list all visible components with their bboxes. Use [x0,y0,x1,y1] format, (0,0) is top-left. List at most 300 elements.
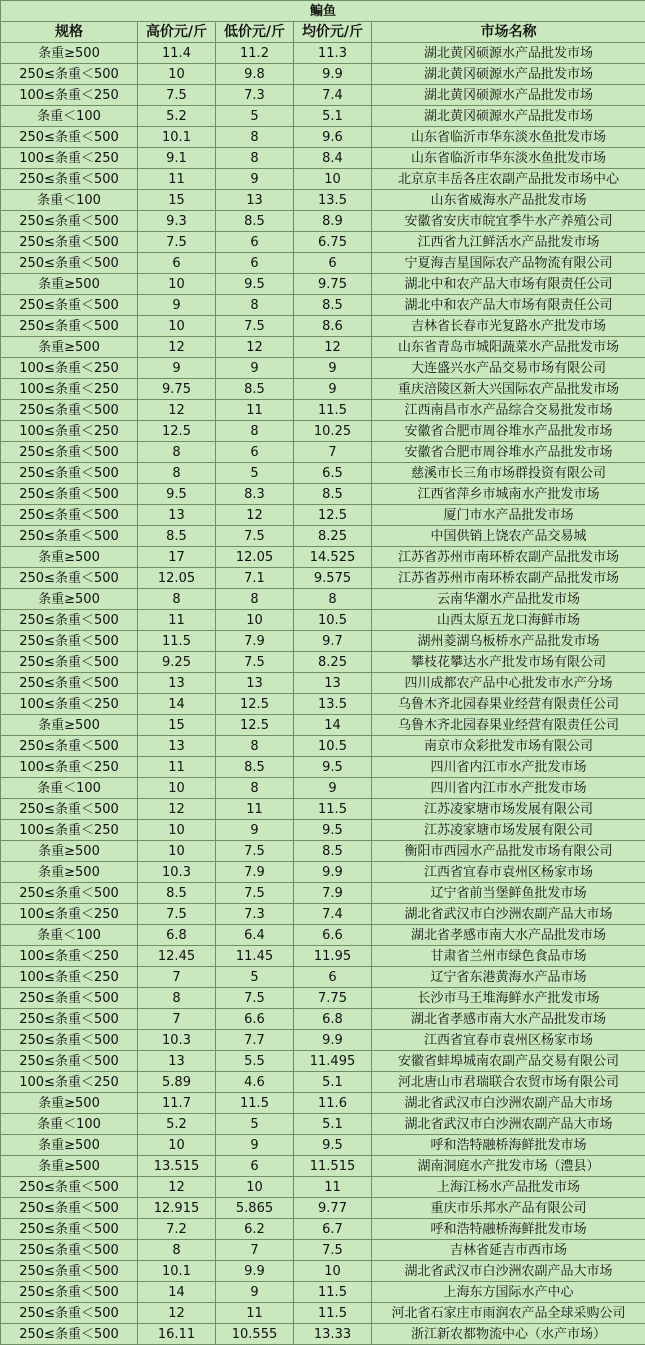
cell-low-price: 8.5 [216,757,294,778]
cell-low-price: 7.5 [216,988,294,1009]
cell-low-price: 8.5 [216,211,294,232]
table-row [1,841,645,862]
cell-spec: 250≤条重＜500 [1,211,138,232]
cell-spec: 100≤条重＜250 [1,820,138,841]
cell-spec: 250≤条重＜500 [1,64,138,85]
cell-low-price: 7.5 [216,526,294,547]
table-row [1,1093,645,1114]
cell-low-price: 11 [216,799,294,820]
cell-high-price: 7.5 [138,85,216,106]
cell-avg-price: 9.6 [294,127,372,148]
cell-spec: 100≤条重＜250 [1,904,138,925]
cell-low-price: 13 [216,190,294,211]
table-row [1,1261,645,1282]
cell-market-name: 江西省萍乡市城南水产批发市场 [372,484,645,505]
cell-high-price: 9.1 [138,148,216,169]
cell-low-price: 7.3 [216,85,294,106]
header-high-price: 高价元/斤 [138,22,216,43]
cell-high-price: 5.2 [138,1114,216,1135]
table-row [1,736,645,757]
cell-market-name: 浙江新农都物流中心（水产市场） [372,1324,645,1345]
cell-high-price: 6.8 [138,925,216,946]
table-row [1,1135,645,1156]
table-row [1,253,645,274]
cell-spec: 250≤条重＜500 [1,1282,138,1303]
cell-spec: 条重≥500 [1,547,138,568]
cell-high-price: 5.89 [138,1072,216,1093]
cell-low-price: 5 [216,106,294,127]
cell-avg-price: 10.5 [294,610,372,631]
cell-spec: 250≤条重＜500 [1,526,138,547]
cell-low-price: 9 [216,820,294,841]
cell-high-price: 12 [138,1177,216,1198]
cell-market-name: 云南华潮水产品批发市场 [372,589,645,610]
cell-high-price: 9.75 [138,379,216,400]
cell-avg-price: 9 [294,379,372,400]
table-row [1,64,645,85]
cell-avg-price: 9.9 [294,1030,372,1051]
cell-market-name: 湖北省武汉市白沙洲农副产品大市场 [372,1093,645,1114]
cell-low-price: 12.5 [216,715,294,736]
table-row [1,274,645,295]
table-row [1,358,645,379]
cell-market-name: 辽宁省东港黄海水产品市场 [372,967,645,988]
cell-low-price: 5.5 [216,1051,294,1072]
cell-high-price: 10.3 [138,862,216,883]
cell-high-price: 11 [138,757,216,778]
cell-avg-price: 6.5 [294,463,372,484]
cell-avg-price: 8.5 [294,841,372,862]
cell-high-price: 7.2 [138,1219,216,1240]
cell-low-price: 8 [216,736,294,757]
cell-market-name: 湖北省武汉市白沙洲农副产品大市场 [372,904,645,925]
cell-high-price: 15 [138,190,216,211]
cell-low-price: 9 [216,169,294,190]
cell-spec: 250≤条重＜500 [1,232,138,253]
cell-high-price: 14 [138,694,216,715]
cell-high-price: 8 [138,988,216,1009]
cell-avg-price: 7.4 [294,904,372,925]
table-row [1,568,645,589]
cell-market-name: 湖北中和农产品大市场有限责任公司 [372,295,645,316]
cell-high-price: 11 [138,169,216,190]
cell-low-price: 5 [216,463,294,484]
cell-avg-price: 8 [294,589,372,610]
table-row [1,1030,645,1051]
cell-market-name: 江西省宜春市袁州区杨家市场 [372,1030,645,1051]
cell-spec: 250≤条重＜500 [1,673,138,694]
cell-low-price: 7.9 [216,862,294,883]
cell-high-price: 9 [138,358,216,379]
cell-low-price: 6.2 [216,1219,294,1240]
cell-low-price: 11.2 [216,43,294,64]
cell-low-price: 6 [216,1156,294,1177]
cell-low-price: 8 [216,148,294,169]
table-row [1,211,645,232]
cell-avg-price: 11.6 [294,1093,372,1114]
header-market-name: 市场名称 [372,22,645,43]
cell-spec: 250≤条重＜500 [1,883,138,904]
cell-spec: 250≤条重＜500 [1,652,138,673]
cell-spec: 100≤条重＜250 [1,421,138,442]
cell-market-name: 江西省九江鲜活水产品批发市场 [372,232,645,253]
cell-market-name: 宁夏海吉星国际农产品物流有限公司 [372,253,645,274]
cell-high-price: 12 [138,337,216,358]
cell-market-name: 中国供销上饶农产品交易城 [372,526,645,547]
cell-market-name: 四川成都农产品中心批发市水产分场 [372,673,645,694]
cell-low-price: 7.9 [216,631,294,652]
table-row [1,442,645,463]
table-row [1,1009,645,1030]
cell-market-name: 攀枝花攀达水产批发市场有限公司 [372,652,645,673]
cell-low-price: 6.4 [216,925,294,946]
cell-spec: 条重≥500 [1,274,138,295]
cell-avg-price: 11.5 [294,400,372,421]
table-row [1,316,645,337]
cell-avg-price: 8.5 [294,295,372,316]
cell-market-name: 北京京丰岳各庄农副产品批发市场中心 [372,169,645,190]
table-row [1,1240,645,1261]
cell-spec: 条重≥500 [1,1156,138,1177]
cell-spec: 条重≥500 [1,841,138,862]
table-row [1,946,645,967]
cell-spec: 条重≥500 [1,43,138,64]
cell-low-price: 9 [216,358,294,379]
cell-avg-price: 12 [294,337,372,358]
cell-market-name: 山东省青岛市城阳蔬菜水产品批发市场 [372,337,645,358]
cell-low-price: 7.5 [216,883,294,904]
cell-avg-price: 5.1 [294,1072,372,1093]
cell-market-name: 江西省宜春市袁州区杨家市场 [372,862,645,883]
cell-low-price: 8 [216,589,294,610]
cell-high-price: 10.1 [138,127,216,148]
cell-low-price: 7 [216,1240,294,1261]
cell-low-price: 9.5 [216,274,294,295]
cell-high-price: 10 [138,820,216,841]
table-row [1,232,645,253]
table-row [1,820,645,841]
cell-market-name: 河北唐山市君瑞联合农贸市场有限公司 [372,1072,645,1093]
cell-high-price: 9 [138,295,216,316]
table-row [1,1282,645,1303]
table-row [1,400,645,421]
cell-high-price: 8.5 [138,883,216,904]
cell-high-price: 8 [138,442,216,463]
cell-high-price: 14 [138,1282,216,1303]
cell-market-name: 上海东方国际水产中心 [372,1282,645,1303]
cell-high-price: 6 [138,253,216,274]
table-row [1,1072,645,1093]
table-row [1,988,645,1009]
cell-high-price: 12 [138,400,216,421]
cell-avg-price: 6.75 [294,232,372,253]
table-row [1,1324,645,1345]
cell-spec: 条重＜100 [1,778,138,799]
cell-spec: 250≤条重＜500 [1,1219,138,1240]
cell-high-price: 10 [138,1135,216,1156]
cell-market-name: 厦门市水产品批发市场 [372,505,645,526]
cell-avg-price: 8.6 [294,316,372,337]
cell-high-price: 12 [138,799,216,820]
cell-market-name: 江西南昌市水产品综合交易批发市场 [372,400,645,421]
cell-avg-price: 10 [294,1261,372,1282]
cell-spec: 250≤条重＜500 [1,1009,138,1030]
cell-low-price: 11 [216,400,294,421]
cell-market-name: 山东省威海水产品批发市场 [372,190,645,211]
cell-avg-price: 6.7 [294,1219,372,1240]
cell-market-name: 重庆市乐邦水产品有限公司 [372,1198,645,1219]
cell-avg-price: 9.7 [294,631,372,652]
cell-spec: 250≤条重＜500 [1,400,138,421]
table-row [1,169,645,190]
cell-high-price: 13.515 [138,1156,216,1177]
cell-high-price: 8 [138,589,216,610]
cell-avg-price: 7 [294,442,372,463]
cell-low-price: 8.5 [216,379,294,400]
cell-low-price: 7.7 [216,1030,294,1051]
cell-low-price: 12 [216,505,294,526]
cell-market-name: 安徽省蚌埠城南农副产品交易有限公司 [372,1051,645,1072]
cell-avg-price: 9.75 [294,274,372,295]
table-row [1,652,645,673]
cell-high-price: 7.5 [138,232,216,253]
cell-market-name: 湖北黄冈硕源水产品批发市场 [372,43,645,64]
cell-avg-price: 11.5 [294,1282,372,1303]
table-row [1,589,645,610]
cell-low-price: 9.8 [216,64,294,85]
cell-market-name: 四川省内江市水产批发市场 [372,757,645,778]
cell-avg-price: 10.5 [294,736,372,757]
cell-market-name: 山东省临沂市华东淡水鱼批发市场 [372,127,645,148]
table-row [1,379,645,400]
cell-avg-price: 12.5 [294,505,372,526]
cell-low-price: 6 [216,442,294,463]
cell-market-name: 安徽省合肥市周谷堆水产品批发市场 [372,442,645,463]
cell-high-price: 11.7 [138,1093,216,1114]
cell-market-name: 江苏省苏州市南环桥农副产品批发市场 [372,547,645,568]
table-row [1,337,645,358]
cell-market-name: 江苏凌家塘市场发展有限公司 [372,799,645,820]
cell-spec: 100≤条重＜250 [1,148,138,169]
table-row [1,715,645,736]
cell-avg-price: 7.5 [294,1240,372,1261]
table-row [1,925,645,946]
cell-market-name: 湖北中和农产品大市场有限责任公司 [372,274,645,295]
cell-market-name: 大连盛兴水产品交易市场有限公司 [372,358,645,379]
cell-high-price: 12.915 [138,1198,216,1219]
cell-low-price: 7.5 [216,652,294,673]
cell-low-price: 9 [216,1282,294,1303]
header-avg-price: 均价元/斤 [294,22,372,43]
cell-spec: 100≤条重＜250 [1,358,138,379]
cell-market-name: 甘肃省兰州市绿色食品市场 [372,946,645,967]
table-row [1,547,645,568]
cell-high-price: 9.5 [138,484,216,505]
table-row [1,85,645,106]
cell-high-price: 13 [138,1051,216,1072]
cell-high-price: 10.1 [138,1261,216,1282]
cell-high-price: 10.3 [138,1030,216,1051]
cell-high-price: 13 [138,505,216,526]
table-row [1,1303,645,1324]
cell-high-price: 13 [138,736,216,757]
cell-spec: 条重≥500 [1,1135,138,1156]
cell-market-name: 辽宁省前当堡鲜鱼批发市场 [372,883,645,904]
cell-avg-price: 9 [294,358,372,379]
cell-spec: 250≤条重＜500 [1,169,138,190]
table-row [1,1177,645,1198]
cell-avg-price: 5.1 [294,1114,372,1135]
cell-spec: 250≤条重＜500 [1,610,138,631]
cell-market-name: 吉林省延吉市西市场 [372,1240,645,1261]
cell-avg-price: 13.5 [294,190,372,211]
cell-low-price: 11.5 [216,1093,294,1114]
cell-spec: 250≤条重＜500 [1,736,138,757]
table-row [1,862,645,883]
cell-low-price: 6 [216,253,294,274]
header-low-price: 低价元/斤 [216,22,294,43]
cell-high-price: 10 [138,274,216,295]
cell-low-price: 8 [216,127,294,148]
cell-high-price: 13 [138,673,216,694]
cell-spec: 250≤条重＜500 [1,1051,138,1072]
table-row [1,757,645,778]
cell-high-price: 17 [138,547,216,568]
cell-low-price: 5.865 [216,1198,294,1219]
cell-avg-price: 9.5 [294,757,372,778]
cell-high-price: 11 [138,610,216,631]
cell-high-price: 12.5 [138,421,216,442]
cell-spec: 250≤条重＜500 [1,295,138,316]
cell-avg-price: 8.4 [294,148,372,169]
cell-market-name: 安徽省安庆市皖宜季牛水产养殖公司 [372,211,645,232]
cell-low-price: 8 [216,778,294,799]
cell-market-name: 江苏省苏州市南环桥农副产品批发市场 [372,568,645,589]
cell-avg-price: 11.495 [294,1051,372,1072]
table-row [1,694,645,715]
cell-low-price: 12 [216,337,294,358]
cell-market-name: 衡阳市西园水产品批发市场有限公司 [372,841,645,862]
cell-spec: 250≤条重＜500 [1,1324,138,1345]
cell-high-price: 10 [138,316,216,337]
cell-spec: 250≤条重＜500 [1,631,138,652]
cell-spec: 250≤条重＜500 [1,1303,138,1324]
cell-high-price: 15 [138,715,216,736]
cell-spec: 条重≥500 [1,337,138,358]
cell-spec: 条重≥500 [1,715,138,736]
cell-spec: 条重＜100 [1,1114,138,1135]
cell-spec: 条重≥500 [1,862,138,883]
table-row [1,1156,645,1177]
table-title: 鳊鱼 [1,1,645,22]
cell-market-name: 河北省石家庄市雨润农产品全球采购公司 [372,1303,645,1324]
cell-market-name: 慈溪市长三角市场群投资有限公司 [372,463,645,484]
cell-high-price: 7 [138,967,216,988]
cell-avg-price: 9.5 [294,820,372,841]
cell-low-price: 5 [216,967,294,988]
cell-low-price: 10 [216,1177,294,1198]
cell-spec: 250≤条重＜500 [1,316,138,337]
cell-avg-price: 7.4 [294,85,372,106]
cell-market-name: 呼和浩特融桥海鲜批发市场 [372,1135,645,1156]
cell-low-price: 7.3 [216,904,294,925]
cell-low-price: 10 [216,610,294,631]
cell-spec: 100≤条重＜250 [1,85,138,106]
cell-high-price: 12.45 [138,946,216,967]
cell-high-price: 12 [138,1303,216,1324]
cell-avg-price: 14.525 [294,547,372,568]
table-row [1,148,645,169]
cell-avg-price: 13.33 [294,1324,372,1345]
table-row [1,127,645,148]
cell-market-name: 重庆涪陵区新大兴国际农产品批发市场 [372,379,645,400]
table-row [1,673,645,694]
cell-spec: 250≤条重＜500 [1,442,138,463]
cell-low-price: 7.1 [216,568,294,589]
cell-market-name: 湖北省武汉市白沙洲农副产品大市场 [372,1114,645,1135]
cell-spec: 250≤条重＜500 [1,484,138,505]
cell-high-price: 7 [138,1009,216,1030]
cell-avg-price: 9.9 [294,862,372,883]
cell-low-price: 5 [216,1114,294,1135]
cell-avg-price: 9.5 [294,1135,372,1156]
cell-spec: 250≤条重＜500 [1,568,138,589]
table-row [1,484,645,505]
cell-avg-price: 6.6 [294,925,372,946]
cell-market-name: 上海江杨水产品批发市场 [372,1177,645,1198]
cell-spec: 250≤条重＜500 [1,1240,138,1261]
cell-avg-price: 8.5 [294,484,372,505]
cell-spec: 250≤条重＜500 [1,1261,138,1282]
cell-low-price: 9.9 [216,1261,294,1282]
cell-avg-price: 11.515 [294,1156,372,1177]
cell-spec: 250≤条重＜500 [1,463,138,484]
cell-low-price: 7.5 [216,316,294,337]
cell-low-price: 11.45 [216,946,294,967]
table-row [1,43,645,64]
cell-spec: 100≤条重＜250 [1,379,138,400]
cell-high-price: 11.5 [138,631,216,652]
table-row [1,799,645,820]
cell-spec: 250≤条重＜500 [1,127,138,148]
cell-high-price: 10 [138,64,216,85]
cell-market-name: 湖北省武汉市白沙洲农副产品大市场 [372,1261,645,1282]
cell-market-name: 山东省临沂市华东淡水鱼批发市场 [372,148,645,169]
cell-spec: 100≤条重＜250 [1,694,138,715]
cell-market-name: 山西太原五龙口海鲜市场 [372,610,645,631]
cell-high-price: 16.11 [138,1324,216,1345]
cell-avg-price: 13 [294,673,372,694]
table-row [1,904,645,925]
table-row [1,526,645,547]
cell-spec: 100≤条重＜250 [1,946,138,967]
cell-spec: 条重＜100 [1,925,138,946]
cell-low-price: 8 [216,295,294,316]
cell-spec: 条重≥500 [1,589,138,610]
cell-market-name: 安徽省合肥市周谷堆水产品批发市场 [372,421,645,442]
cell-low-price: 8.3 [216,484,294,505]
cell-avg-price: 8.25 [294,652,372,673]
cell-market-name: 乌鲁木齐北园春果业经营有限责任公司 [372,694,645,715]
cell-market-name: 湖南洞庭水产批发市场（澧县） [372,1156,645,1177]
cell-avg-price: 5.1 [294,106,372,127]
table-row [1,190,645,211]
table-row [1,1198,645,1219]
cell-avg-price: 10.25 [294,421,372,442]
cell-avg-price: 11 [294,1177,372,1198]
cell-spec: 250≤条重＜500 [1,253,138,274]
cell-spec: 250≤条重＜500 [1,988,138,1009]
